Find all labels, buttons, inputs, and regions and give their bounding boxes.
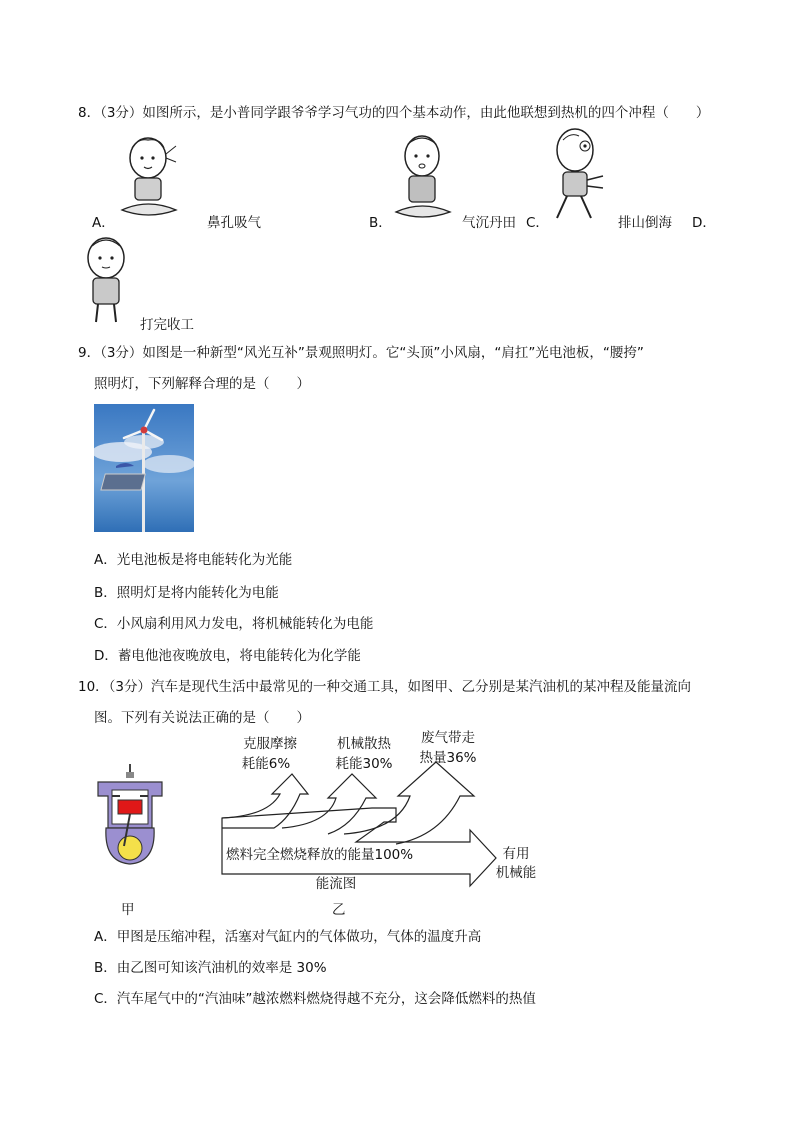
- q8-stem: 8．（3分）如图所示，是小普同学跟爷爷学习气功的四个基本动作，由此他联想到热机的四个冲程（ ）: [78, 105, 710, 121]
- flow-out1-line1: 克服摩擦: [243, 736, 297, 752]
- q10-option-c: C．汽车尾气中的“汽油味”越浓燃料燃烧得越不充分，这会降低燃料的热值: [94, 991, 536, 1007]
- q9-option-c: C．小风扇利用风力发电，将机械能转化为电能: [94, 616, 374, 632]
- q9-stem-line1: 9．（3分）如图是一种新型“风光互补”景观照明灯。它“头顶”小风扇，“肩扛”光电池板，“腰挎”: [78, 345, 644, 361]
- q8-option-c-letter: C．: [526, 215, 549, 231]
- q8-option-d-letter: D．: [692, 215, 716, 231]
- q9-stem-line2: 照明灯，下列解释合理的是（ ）: [94, 376, 310, 392]
- engine-cylinder-figure: [94, 762, 166, 870]
- flow-useful-line2: 机械能: [495, 865, 537, 881]
- q9-option-b: B．照明灯是将内能转化为电能: [94, 585, 279, 601]
- flow-input-label: 燃料完全燃烧释放的能量100%: [226, 847, 414, 863]
- q8-option-a-caption: 鼻孔吸气: [207, 215, 261, 231]
- flow-caption: 能流图: [315, 876, 357, 892]
- flow-out2-line2: 耗能30%: [335, 756, 393, 772]
- q8-option-c-caption: 排山倒海: [618, 215, 672, 231]
- q9-option-d: D．蓄电他池夜晚放电，将电能转化为化学能: [94, 648, 361, 664]
- flow-out3-line2: 热量36%: [419, 750, 477, 766]
- fig-yi-label: 乙: [332, 902, 346, 918]
- flow-useful-line1: 有用: [502, 846, 530, 862]
- q8-option-a-letter: A．: [92, 215, 115, 231]
- q10-option-a: A．甲图是压缩冲程，活塞对气缸内的气体做功，气体的温度升高: [94, 929, 482, 945]
- qigong-figure-d: [78, 236, 138, 326]
- qigong-figure-c: [545, 128, 609, 224]
- flow-out1-line2: 耗能6%: [241, 756, 291, 772]
- q8-option-b-letter: B．: [369, 215, 392, 231]
- q10-stem-line1: 10．（3分）汽车是现代生活中最常见的一种交通工具，如图甲、乙分别是某汽油机的某冲程及能量流向: [78, 679, 692, 695]
- qigong-figure-a: [118, 136, 180, 222]
- fig-jia-label: 甲: [121, 902, 135, 918]
- qigong-figure-b: [392, 134, 454, 224]
- flow-out2-line1: 机械散热: [337, 736, 391, 752]
- q8-option-b-caption: 气沉丹田: [462, 215, 516, 231]
- q8-option-d-caption: 打完收工: [140, 317, 194, 333]
- q10-stem-line2: 图。下列有关说法正确的是（ ）: [94, 710, 310, 726]
- q9-option-a: A．光电池板是将电能转化为光能: [94, 552, 293, 568]
- wind-solar-lamp-photo: [94, 404, 194, 532]
- q10-option-b: B．由乙图可知该汽油机的效率是 30%: [94, 960, 327, 976]
- flow-out3-line1: 废气带走: [421, 730, 475, 746]
- energy-flow-diagram: [216, 728, 556, 918]
